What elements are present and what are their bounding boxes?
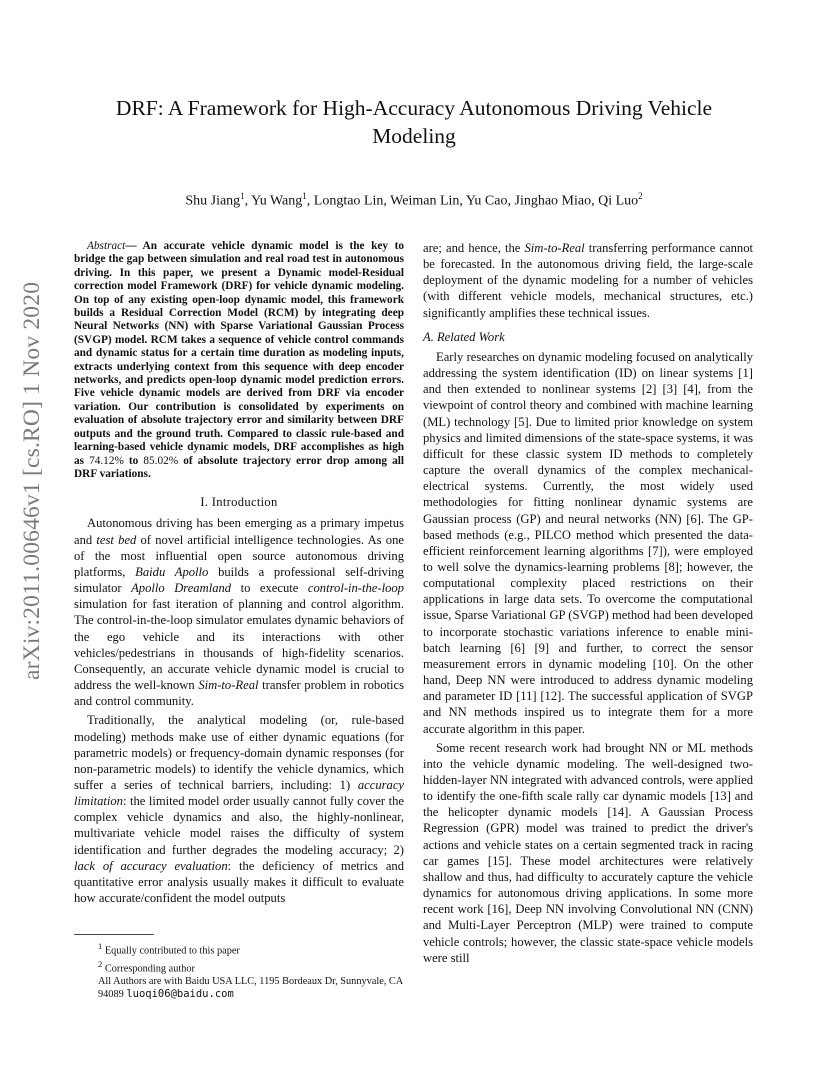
footnote: $^1$ Equally contributed to this paper	[98, 941, 240, 957]
author-name: Jinghao Miao	[514, 193, 592, 209]
body-paragraph: Some recent research work had brought NN or ML methods into the vehicle dynamic modeling. The well-designed two-hidden-layer NN integrated with advanced controls, were applied to identify the one-fifth scale rally car dynamic models [13] and the helicopter dynamic models [14]. A Gaussian Process Regression (GPR) model was trained to predict the driver's actions and vehicle states on a certain segmented track in racing car games [15]. These model architectures were relatively shallow and thus, had difficulty to accurately capture the vehicle dynamics for autonomous driving applications. In some more recent work [16], Deep NN involving Convolutional NN (CNN) and Multi-Layer Perceptron (MLP) were trained to compute vehicle controls; however, the classic state-space vehicle models were still	[423, 740, 753, 965]
author-name: Yu Cao	[465, 193, 508, 209]
abstract-text: — An accurate vehicle dynamic model is the key to bridge the gap between simulation and real road test in autonomous driving. In this paper, we present a Dynamic model-Residual correction model Framework (DRF) for vehicle dynamic modeling. On top of any existing open-loop dynamic model, this framework builds a Residual Correction Model (RCM) by integrating deep Neural Networks (NN) with Sparse Variational Gaussian Process (SVGP) model. RCM takes a sequence of vehicle control commands and dynamic status for a certain time duration as modeling inputs, extracts underlying context from this sequence with deep encoder networks, and predicts open-loop dynamic model prediction errors. Five vehicle dynamic models are derived from DRF via encoder variation. Our contribution is consolidated by experiments on evaluation of absolute trajectory error and similarity between DRF outputs and the ground truth. Compared to classic rule-based and learning-based vehicle dynamic models, DRF accomplishes as high as	[74, 240, 404, 467]
author-name: Weiman Lin	[390, 193, 460, 209]
intro-paragraph: Autonomous driving has been emerging as a primary impetus and test bed of novel artificial intelligence technologies. As one of the most influential open source autonomous driving platforms, Baidu Apollo builds a professional self-driving simulator Apollo Dreamland to execute control-in-the-loop simulation for fast iteration of planning and control algorithm. The control-in-the-loop simulator emulates dynamic behaviors of the ego vehicle and its interactions with other vehicles/pedestrians in thousands of high-fidelity scenarios. Consequently, an accurate vehicle dynamic model is crucial to address the well-known Sim-to-Real transfer problem in robotics and control community.	[74, 516, 404, 709]
intro-paragraph: Traditionally, the analytical modeling (or, rule-based modeling) methods make use of either dynamic equations (for parametric models) or frequency-domain dynamic responses (for non-parametric models) to identify the vehicle dynamics, which suffer a series of technical barriers, including: 1) accuracy limitation: the limited model order usually cannot fully cover the complex vehicle dynamics and also, the highly-nonlinear, multivariate vehicle model raises the difficulty of system identification and further degrades the modeling accuracy; 2) lack of accuracy evaluation: the deficiency of metrics and quantitative error analysis usually makes it difficult to evaluate how accurate/confident the model outputs	[74, 713, 405, 906]
arxiv-identifier: arXiv:2011.00646v1 [cs.RO] 1 Nov 2020	[19, 281, 45, 680]
right-column	[423, 240, 753, 966]
abstract-lead: Abstract	[87, 240, 126, 252]
abstract-value: 85.02%	[143, 454, 179, 467]
abstract-text: of absolute trajectory error drop among all DRF variations.	[74, 454, 405, 480]
author-name: Shu Jiang	[185, 193, 241, 209]
paper-title: DRF: A Framework for High-Accuracy Autonomous Driving Vehicle Modeling	[115, 96, 713, 148]
author-list: Shu Jiang$^1$, Yu Wang$^1$, Longtao Lin, Weiman Lin, Yu Cao, Jinghao Miao, Qi Luo$^2$	[185, 191, 643, 209]
author-name: Qi Luo	[598, 193, 639, 209]
email-address: luoqi06@baidu.com	[126, 988, 234, 1001]
author-mark: 1	[302, 191, 307, 201]
left-column	[74, 240, 404, 906]
footnote-rule	[74, 934, 154, 935]
body-paragraph: Early researches on dynamic modeling focused on analytically addressing the system identification (ID) on linear systems [1] and then extended to nonlinear systems [2] [3] [4], from the viewpoint of control theory and combined with machine learning (ML) technology [5]. Due to limited prior knowledge on system physics and limited dimensions of the state-space systems, it was difficult for these classic system ID methods to completely capture the overall dynamics of the complex mechanical-electrical systems. Currently, the most widely used methodologies for fitting nonlinear dynamic systems are Gaussian process (GP) and neural networks (NN) [6]. The GP-based methods (e.g., PILCO method which presented the data-efficient reinforcement learning algorithms [7]), were employed to well solve the dynamics-learning problems [8]; however, the computational complexity placed restrictions on their applications in large data sets. To overcome the computational issue, Sparse Variational GP (SVGP) method had been developed to incorporate stochastic variations inference to enable mini-batch learning [6] [9] and further, to correct the sensor measurement errors in dynamic modeling [10]. On the other hand, Deep NN were introduced to address dynamic modeling and parameter ID [11] [12]. The successful application of SVGP and NN methods inspired us to integrate them for a more accurate algorithm in this paper.	[423, 349, 753, 736]
abstract-text: to	[123, 454, 144, 467]
abstract-value: 74.12%	[89, 454, 124, 467]
author-name: Yu Wang	[251, 193, 303, 209]
abstract	[74, 240, 404, 481]
footnotes	[74, 940, 404, 1002]
section-heading-introduction: I. Introduction	[200, 495, 278, 510]
author-mark: 2	[638, 191, 643, 201]
affiliation-footnote: All Authors are with Baidu USA LLC, 1195 Bordeaux Dr, Sunnyvale, CA 94089 luoqi06@baidu.com	[98, 975, 403, 1001]
author-mark: 1	[240, 191, 245, 201]
footnote: $^2$ Corresponding author	[98, 958, 195, 975]
subsection-heading-related-work: A. Related Work	[423, 329, 505, 344]
body-paragraph: are; and hence, the Sim-to-Real transferring performance cannot be forecasted. In the autonomous driving field, the large-scale deployment of the dynamic modeling for a number of vehicles (with different vehicle models, mechanical structures, etc.) significantly amplifies these technical issues.	[423, 241, 754, 320]
author-name: Longtao Lin	[313, 193, 384, 209]
